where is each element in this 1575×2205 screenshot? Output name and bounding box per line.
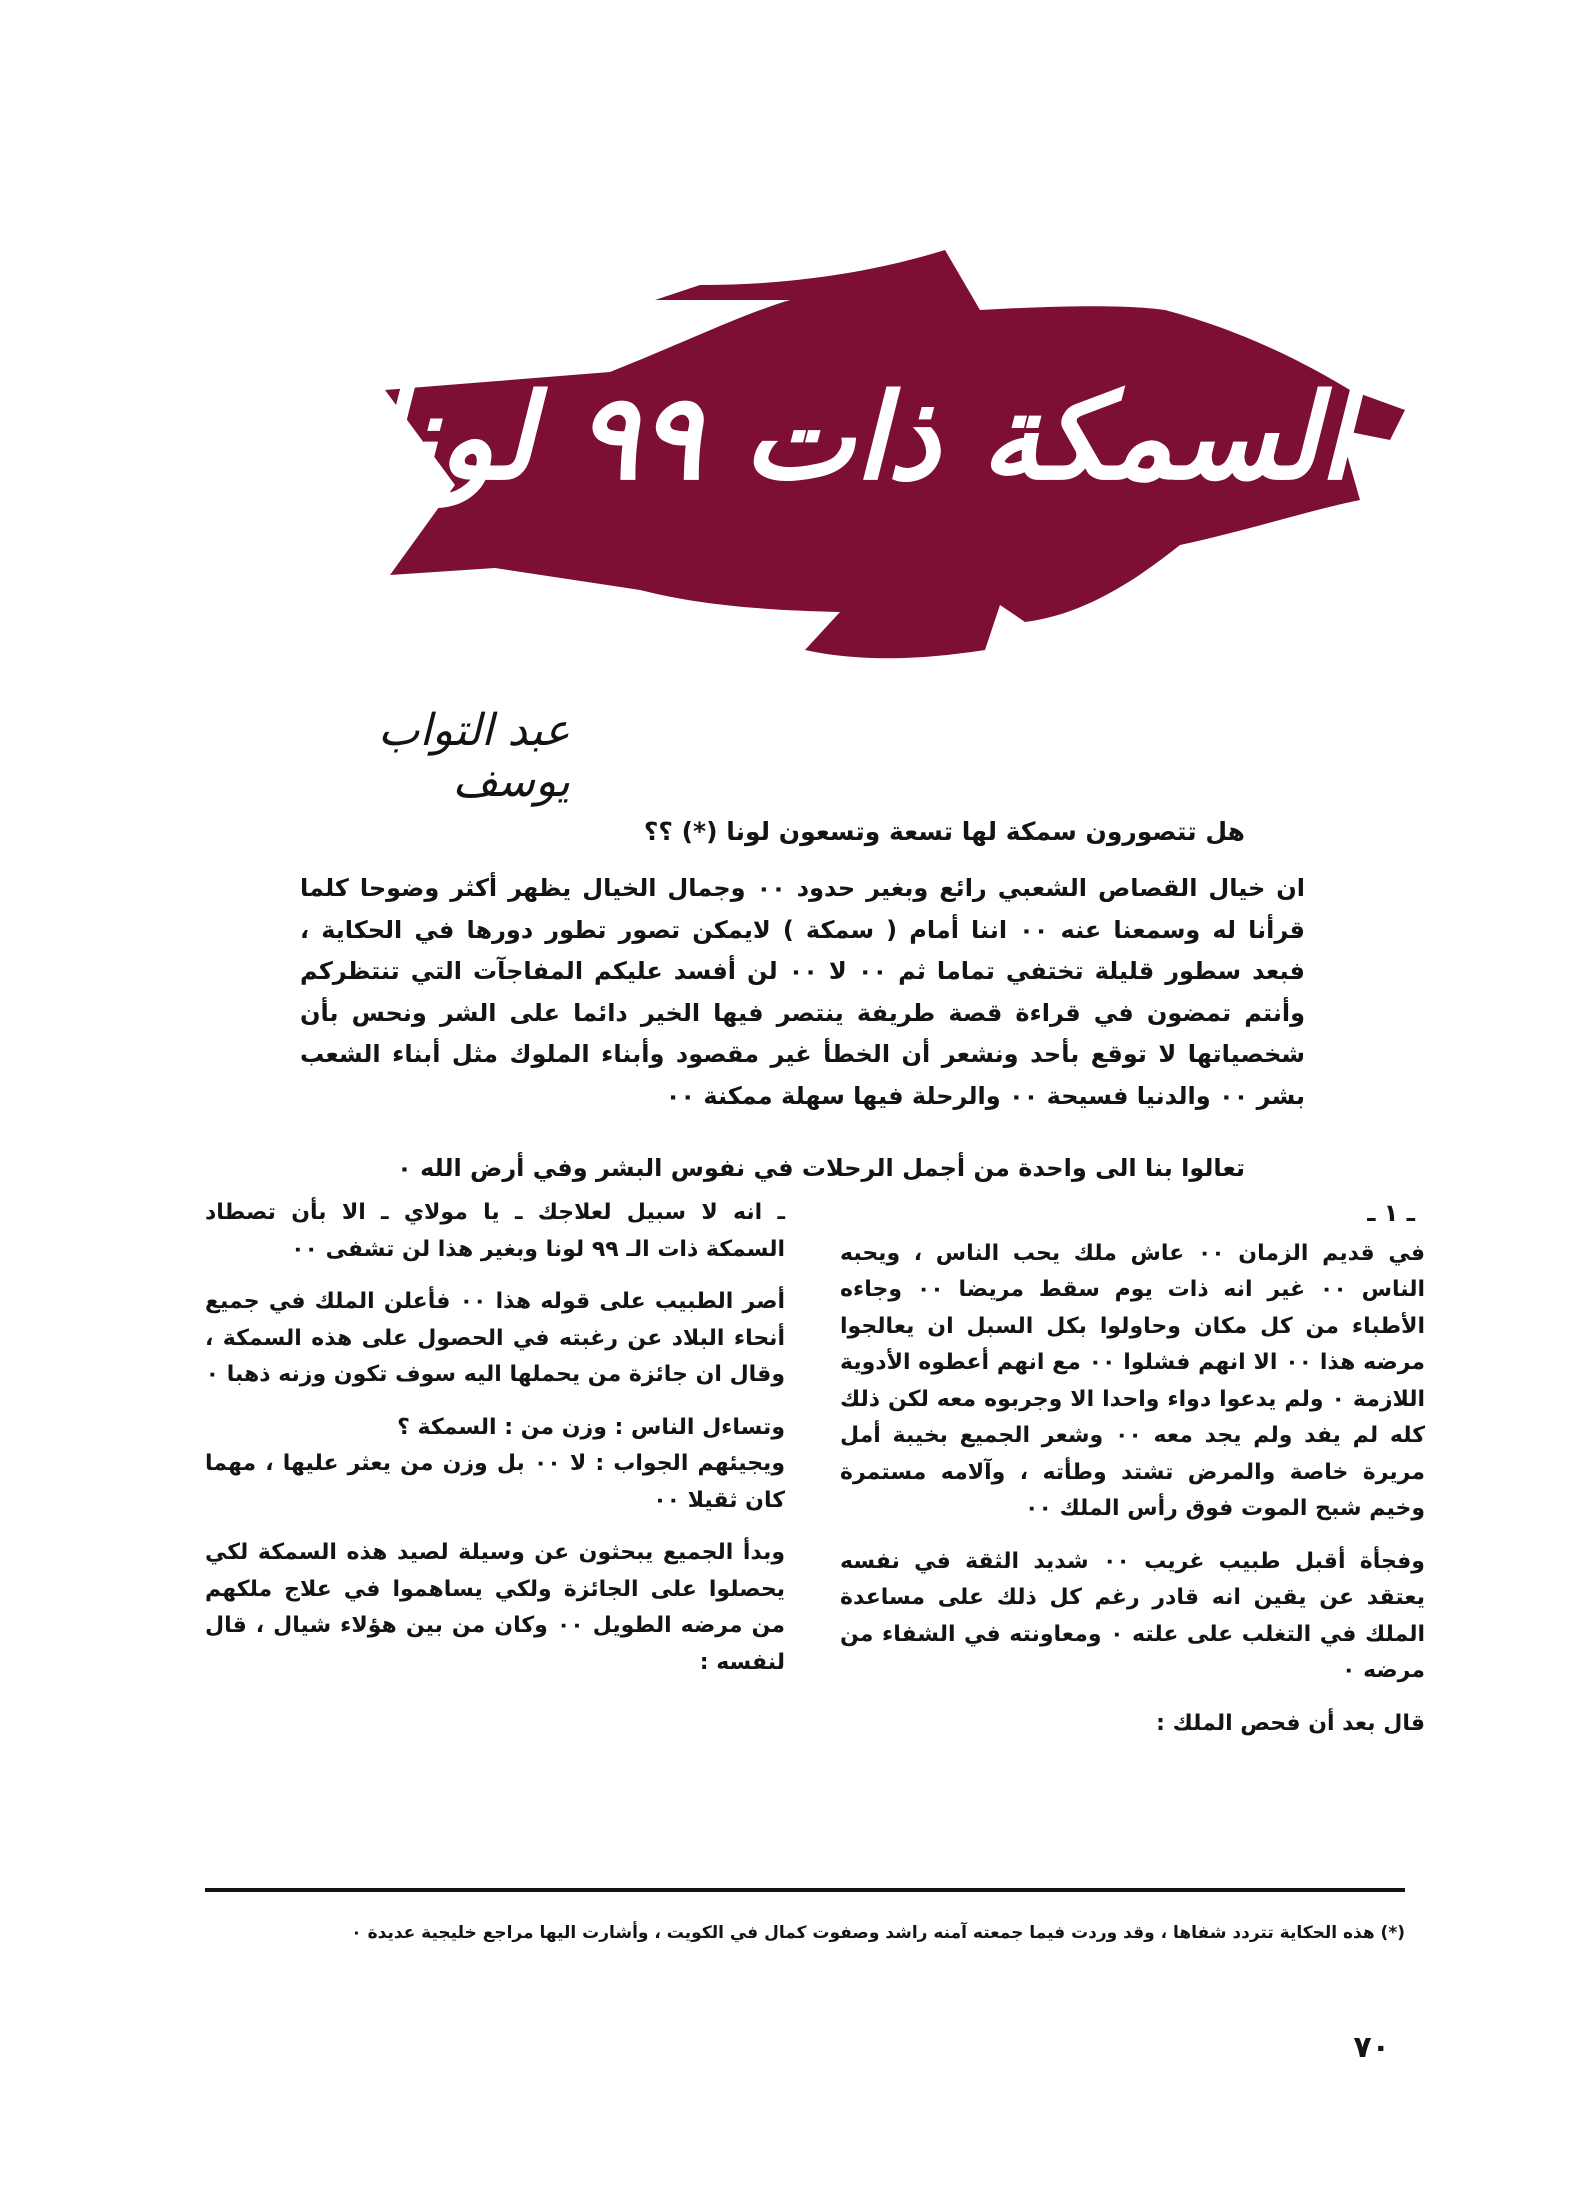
left-column xyxy=(205,1195,785,1681)
footnote: (*) هذه الحكاية تتردد شفاها ، وقد وردت فيما جمعته آمنه راشد وصفوت كمال في الكويت ، وأشارت اليها مراجع خليجية عديدة ٠ xyxy=(351,1923,1405,1943)
fish-banner xyxy=(0,0,1575,760)
story-paragraph: وتساءل الناس : وزن من : السمكة ؟ xyxy=(397,1414,785,1440)
footnote-divider xyxy=(205,1888,1405,1892)
story-paragraph: ـ انه لا سبيل لعلاجك ـ يا مولاي ـ الا بأن تصطاد السمكة ذات الـ ٩٩ لونا وبغير هذا لن تشفى ٠٠ xyxy=(205,1200,785,1262)
page-number: ٧٠ xyxy=(1353,2030,1390,2065)
story-paragraph: قال بعد أن فحص الملك : xyxy=(1156,1710,1425,1736)
intro-heading: هل تتصورون سمكة لها تسعة وتسعون لونا (*) ؟؟ xyxy=(643,817,1245,846)
section-number: ـ ١ ـ xyxy=(1367,1199,1415,1227)
story-paragraph: في قديم الزمان ٠٠ عاش ملك يحب الناس ، ويحبه الناس ٠٠ غير انه ذات يوم سقط مريضا ٠٠ وجاءه الأطباء من كل مكان وحاولوا بكل السبل ان يعالجوا مرضه هذا ٠٠ الا انهم فشلوا ٠٠ مع انهم أعطوه الأدوية اللازمة ٠ ولم يدعوا دواء واحدا الا وجربوه معه لكن ذلك كله لم يفد ولم يجد معه ٠٠ وشعر الجميع بخيبة أمل مريرة خاصة والمرض تشتد وطأته ، وآلامه مستمرة وخيم شبح الموت فوق رأس الملك ٠٠ xyxy=(840,1240,1426,1521)
story-paragraph: أصر الطبيب على قوله هذا ٠٠ فأعلن الملك في جميع أنحاء البلاد عن رغبته في الحصول على هذه السمكة ، وقال ان جائزة من يحملها اليه سوف تكون وزنه ذهبا ٠ xyxy=(205,1289,785,1387)
intro-closing-line: تعالوا بنا الى واحدة من أجمل الرحلات في نفوس البشر وفي أرض الله ٠ xyxy=(397,1154,1245,1182)
right-column xyxy=(840,1195,1425,1742)
story-paragraph: وفجأة أقبل طبيب غريب ٠٠ شديد الثقة في نفسه يعتقد عن يقين انه قادر رغم كل ذلك على مساعدة الملك في التغلب على علته ٠ ومعاونته في الشفاء من مرضه ٠ xyxy=(840,1548,1426,1683)
author-name: عبد التواب يوسف xyxy=(378,705,570,807)
story-paragraph: ويجيئهم الجواب : لا ٠٠ بل وزن من يعثر عليها ، مهما كان ثقيلا ٠٠ xyxy=(205,1451,785,1513)
fish-title: السمكة ذات ٩٩ لونا xyxy=(368,367,1352,506)
story-paragraph: وبدأ الجميع يبحثون عن وسيلة لصيد هذه السمكة لكي يحصلوا على الجائزة ولكي يساهموا في علاج ملكهم من مرضه الطويل ٠٠ وكان من بين هؤلاء شيال ، قال لنفسه : xyxy=(205,1540,785,1675)
intro-paragraph: ان خيال القصاص الشعبي رائع وبغير حدود ٠٠ وجمال الخيال يظهر أكثر وضوحا كلما قرأنا له وسمعنا عنه ٠٠ اننا أمام ( سمكة ) لايمكن تصور تطور دورها في الحكاية ، فبعد سطور قليلة تختفي تماما ثم ٠٠ لا ٠٠ لن أفسد عليكم المفاجآت التي تنتظركم وأنتم تمضون في قراءة قصة طريفة ينتصر فيها الخير دائما على الشر ونحس بأن شخصياتها لا توقع بأحد ونشعر أن الخطأ غير مقصود وأبناء الملوك مثل أبناء الشعب بشر ٠٠ والدنيا فسيحة ٠٠ والرحلة فيها سهلة ممكنة ٠٠ xyxy=(300,874,1305,1110)
